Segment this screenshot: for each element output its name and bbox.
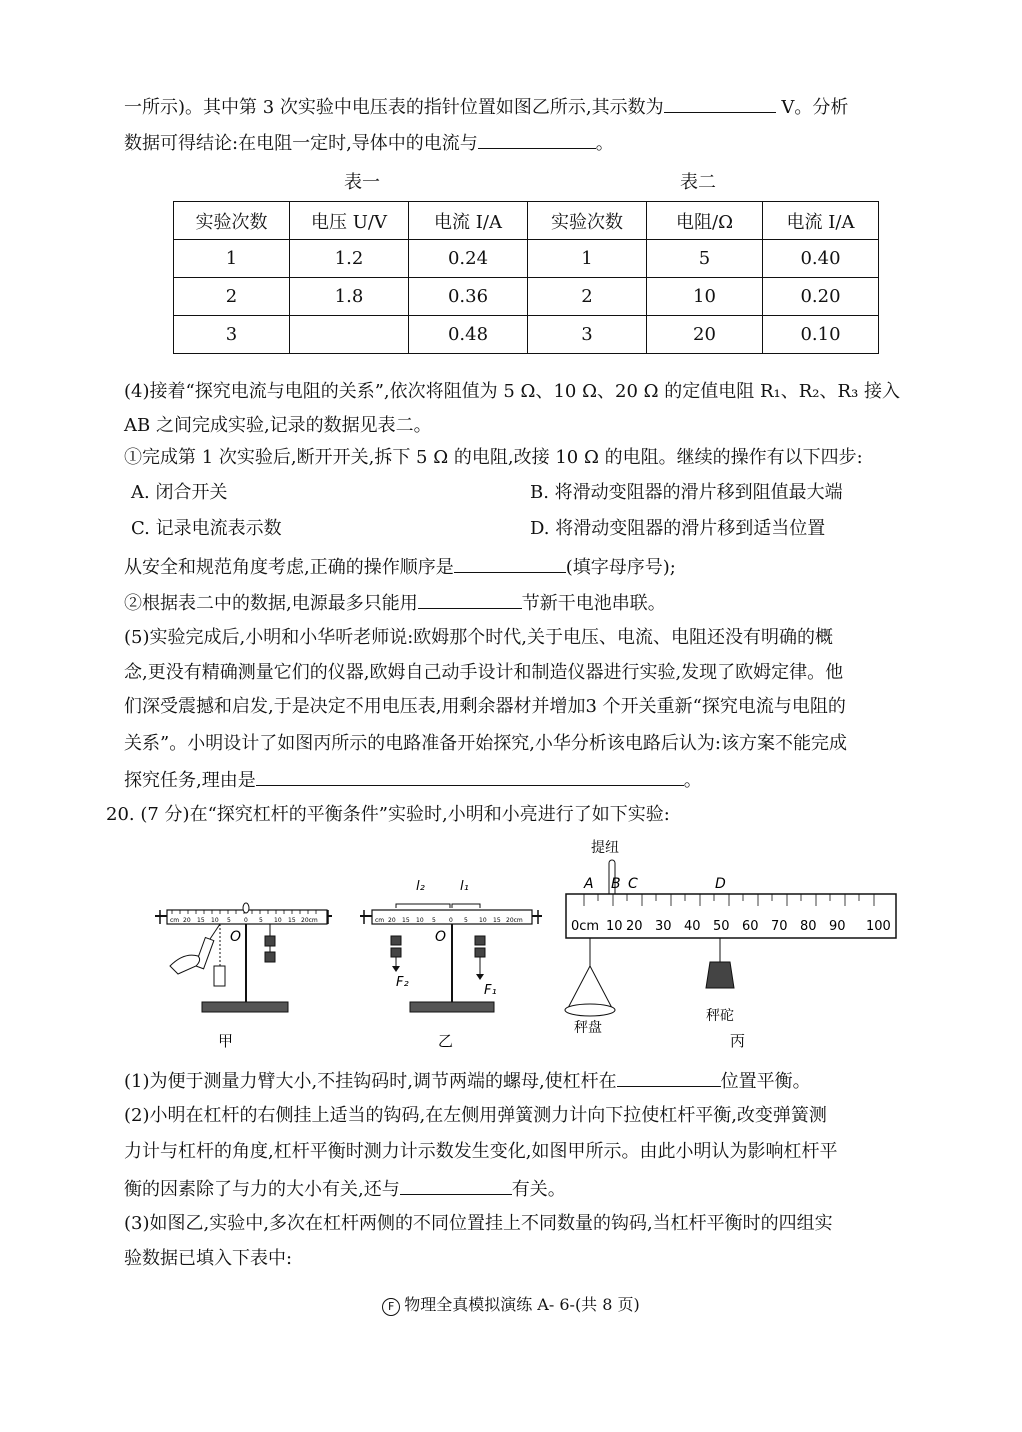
answer-blank[interactable] bbox=[478, 130, 596, 149]
header-cell: 电流 I/A bbox=[409, 202, 528, 240]
lever-tick-label: 5 bbox=[259, 917, 263, 924]
table-row bbox=[174, 316, 879, 354]
table-cell: 0.40 bbox=[763, 240, 879, 278]
ruler-tick-label: 20 bbox=[626, 919, 643, 934]
intro-text: 数据可得结论:在电阻一定时,导体中的电流与 bbox=[124, 133, 478, 154]
ruler-tick-label: 40 bbox=[684, 919, 701, 934]
ruler-tick-label: 70 bbox=[771, 919, 788, 934]
lever-tick-label: 15 bbox=[402, 917, 410, 924]
lever-tick-label: 10 bbox=[274, 917, 282, 924]
q20-part3-line1: (3)如图乙,实验中,多次在杠杆两侧的不同位置挂上不同数量的钩码,当杠杆平衡时的四组实 bbox=[124, 1213, 833, 1234]
figure-bing-label: 丙 bbox=[730, 1032, 746, 1050]
figure-yi bbox=[360, 879, 542, 1050]
table2-title: 表二 bbox=[680, 172, 716, 193]
header-cell: 电流 I/A bbox=[763, 202, 879, 240]
q4-text: ②根据表二中的数据,电源最多只能用 bbox=[124, 593, 418, 614]
ruler-tick-label: 30 bbox=[655, 919, 672, 934]
lever-tick-label: 0 bbox=[244, 917, 248, 924]
q20-text: (1)为便于测量力臂大小,不挂钩码时,调节两端的螺母,使杠杆在 bbox=[124, 1071, 617, 1092]
q4-text: 从安全和规范角度考虑,正确的操作顺序是 bbox=[124, 557, 454, 578]
q4-text: (填字母序号); bbox=[565, 557, 676, 578]
q4-line-2: AB 之间完成实验,记录的数据见表二。 bbox=[124, 415, 432, 436]
lever-tick-label: 10 bbox=[479, 917, 487, 924]
publisher-mark: F bbox=[382, 1298, 400, 1316]
force-f1-label: F₁ bbox=[484, 983, 497, 998]
q4-line-3: ①完成第 1 次实验后,断开开关,拆下 5 Ω 的电阻,改接 10 Ω 的电阻。继续的操作有以下四步: bbox=[124, 447, 863, 468]
lever-tick-label: cm bbox=[375, 917, 385, 924]
table-cell: 10 bbox=[647, 278, 763, 316]
page-footer bbox=[0, 1292, 1022, 1316]
footer-text: 物理全真模拟演练 A- 6-(共 8 页) bbox=[404, 1295, 640, 1314]
pivot-label: O bbox=[230, 929, 242, 945]
answer-blank[interactable] bbox=[400, 1176, 512, 1195]
q5-text: 探究任务,理由是 bbox=[124, 770, 256, 791]
lever-tick-label: 5 bbox=[432, 917, 436, 924]
intro-line-2 bbox=[124, 130, 614, 156]
pivot-label: O bbox=[435, 929, 447, 945]
table-cell: 1 bbox=[174, 240, 290, 278]
weight-label: 秤砣 bbox=[706, 1008, 734, 1024]
figure-jia bbox=[155, 903, 332, 1050]
table-row bbox=[174, 240, 879, 278]
table-cell: 2 bbox=[174, 278, 290, 316]
point-a-label: A bbox=[584, 876, 594, 892]
q4-line-5 bbox=[124, 590, 666, 616]
lever-tick-label: 0 bbox=[449, 917, 453, 924]
answer-blank[interactable] bbox=[664, 94, 776, 113]
q20-text: 有关。 bbox=[511, 1179, 566, 1200]
intro-text: V。分析 bbox=[781, 97, 849, 118]
q4-line-4 bbox=[124, 554, 676, 580]
intro-line-1 bbox=[124, 94, 848, 120]
ruler-tick-label: 90 bbox=[829, 919, 846, 934]
figure-bing bbox=[565, 839, 896, 1050]
q20-part3-line2: 验数据已填入下表中: bbox=[124, 1248, 293, 1269]
figure-yi-label: 乙 bbox=[438, 1032, 454, 1050]
handle-label: 提纽 bbox=[591, 840, 619, 856]
figure-jia-label: 甲 bbox=[218, 1032, 234, 1050]
ruler-tick-label: 80 bbox=[800, 919, 817, 934]
table-cell: 3 bbox=[174, 316, 290, 354]
table-cell: 0.48 bbox=[409, 316, 528, 354]
ruler-tick-label: 10 bbox=[606, 919, 623, 934]
intro-text: 。 bbox=[595, 133, 614, 154]
q5-line-5 bbox=[124, 767, 702, 793]
pan-label: 秤盘 bbox=[574, 1020, 602, 1036]
force-f2-label: F₂ bbox=[396, 975, 409, 990]
q5-text: 。 bbox=[683, 770, 702, 791]
option-a: A. 闭合开关 bbox=[131, 482, 228, 503]
lever-tick-label: 15 bbox=[197, 917, 205, 924]
option-c: C. 记录电流表示数 bbox=[131, 518, 282, 539]
q4-text: 节新干电池串联。 bbox=[521, 593, 666, 614]
table-cell: 0.10 bbox=[763, 316, 879, 354]
data-table bbox=[173, 201, 879, 354]
lever-tick-label: 20 bbox=[388, 917, 396, 924]
q20-part2-line2: 力计与杠杆的角度,杠杆平衡时测力计示数发生变化,如图甲所示。由此小明认为影响杠杆平 bbox=[124, 1141, 838, 1162]
table-cell: 3 bbox=[528, 316, 647, 354]
intro-text: 一所示)。其中第 3 次实验中电压表的指针位置如图乙所示,其示数为 bbox=[124, 97, 664, 118]
option-d: D. 将滑动变阻器的滑片移到适当位置 bbox=[530, 518, 826, 539]
point-c-label: C bbox=[628, 876, 638, 892]
table-cell: 1.2 bbox=[290, 240, 409, 278]
lever-tick-label: 15 bbox=[288, 917, 296, 924]
q20-part1 bbox=[124, 1068, 811, 1094]
ruler-tick-label: 50 bbox=[713, 919, 730, 934]
lever-tick-label: 10 bbox=[211, 917, 219, 924]
q4-line-1: (4)接着“探究电流与电阻的关系”,依次将阻值为 5 Ω、10 Ω、20 Ω 的定值电阻 R₁、R₂、R₃ 接入 bbox=[124, 381, 901, 402]
answer-blank[interactable] bbox=[418, 590, 522, 609]
header-cell: 电压 U/V bbox=[290, 202, 409, 240]
point-d-label: D bbox=[715, 876, 726, 892]
q5-line-1: (5)实验完成后,小明和小华听老师说:欧姆那个时代,关于电压、电流、电阻还没有明确的概 bbox=[124, 627, 834, 648]
header-cell: 电阻/Ω bbox=[647, 202, 763, 240]
point-b-label: B bbox=[611, 876, 621, 892]
table-cell: 0.36 bbox=[409, 278, 528, 316]
q20-part2-line3 bbox=[124, 1176, 566, 1202]
lever-tick-label: 15 bbox=[493, 917, 501, 924]
table-cell bbox=[290, 316, 409, 354]
table-header-row bbox=[174, 202, 879, 240]
table-cell: 0.20 bbox=[763, 278, 879, 316]
lever-tick-label: 5 bbox=[227, 917, 231, 924]
q5-line-4: 关系”。小明设计了如图丙所示的电路准备开始探究,小华分析该电路后认为:该方案不能完成 bbox=[124, 733, 847, 754]
table-cell: 5 bbox=[647, 240, 763, 278]
lever-tick-label: 20cm bbox=[301, 917, 318, 924]
table-cell: 0.24 bbox=[409, 240, 528, 278]
q20-text: 位置平衡。 bbox=[720, 1071, 811, 1092]
lever-tick-label: 20 bbox=[183, 917, 191, 924]
lever-tick-label: 20cm bbox=[506, 917, 523, 924]
q5-line-3: 们深受震撼和启发,于是决定不用电压表,用剩余器材并增加3 个开关重新“探究电流与电阻的 bbox=[124, 696, 846, 717]
answer-blank[interactable] bbox=[617, 1068, 721, 1087]
arm-l1-label: l₁ bbox=[460, 879, 469, 894]
q20-text: 衡的因素除了与力的大小有关,还与 bbox=[124, 1179, 400, 1200]
header-cell: 实验次数 bbox=[528, 202, 647, 240]
ruler-tick-label: 60 bbox=[742, 919, 759, 934]
answer-blank[interactable] bbox=[256, 767, 684, 786]
table-row bbox=[174, 278, 879, 316]
arm-l2-label: l₂ bbox=[416, 879, 425, 894]
table-cell: 1.8 bbox=[290, 278, 409, 316]
lever-figures bbox=[150, 838, 910, 1058]
table-cell: 2 bbox=[528, 278, 647, 316]
ruler-tick-label: 100 bbox=[866, 919, 891, 934]
lever-tick-label: cm bbox=[170, 917, 180, 924]
table-cell: 1 bbox=[528, 240, 647, 278]
table1-title: 表一 bbox=[344, 172, 380, 193]
table-cell: 20 bbox=[647, 316, 763, 354]
q20-part2-line1: (2)小明在杠杆的右侧挂上适当的钩码,在左侧用弹簧测力计向下拉使杠杆平衡,改变弹簧测 bbox=[124, 1105, 827, 1126]
ruler-tick-label: 0cm bbox=[571, 919, 600, 934]
lever-tick-label: 10 bbox=[416, 917, 424, 924]
answer-blank[interactable] bbox=[454, 554, 566, 573]
q20-stem: 20. (7 分)在“探究杠杆的平衡条件”实验时,小明和小亮进行了如下实验: bbox=[106, 804, 670, 825]
lever-tick-label: 5 bbox=[464, 917, 468, 924]
q5-line-2: 念,更没有精确测量它们的仪器,欧姆自己动手设计和制造仪器进行实验,发现了欧姆定律。他 bbox=[124, 662, 844, 683]
header-cell: 实验次数 bbox=[174, 202, 290, 240]
option-b: B. 将滑动变阻器的滑片移到阻值最大端 bbox=[530, 482, 843, 503]
